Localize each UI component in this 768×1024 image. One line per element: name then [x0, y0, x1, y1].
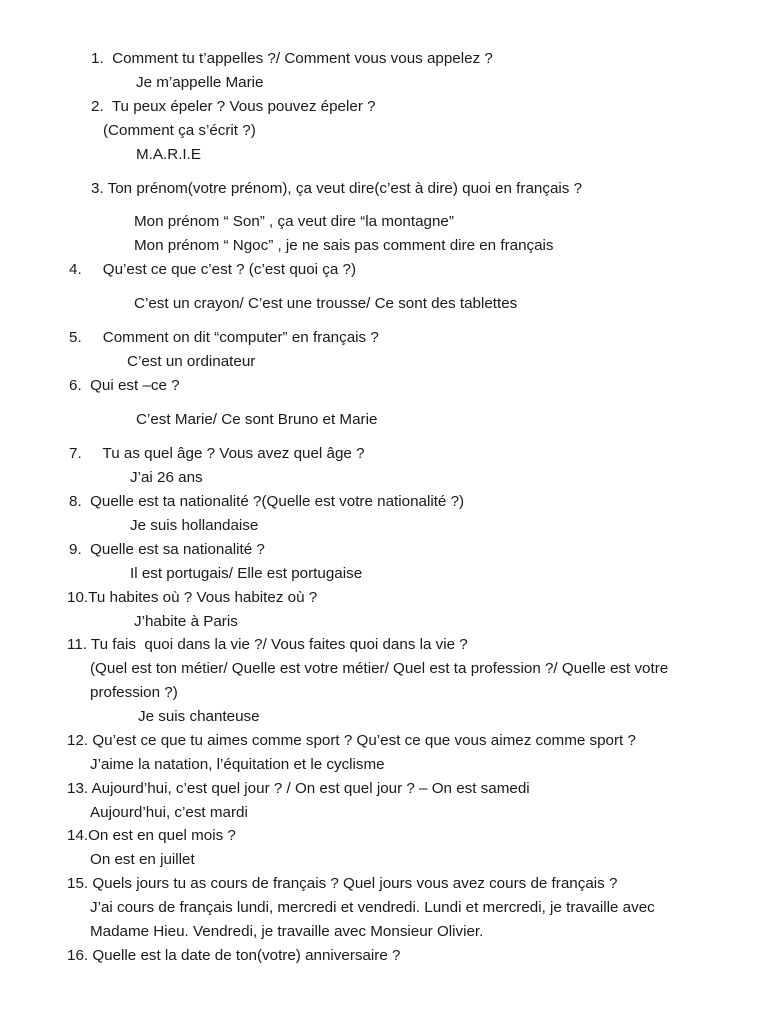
question-8: 8. Quelle est ta nationalité ?(Quelle est votre nationalité ?) [69, 493, 465, 510]
question-6: 6. Qui est –ce ? [69, 377, 180, 394]
answer-4: C’est un crayon/ C’est une trousse/ Ce sont des tablettes [134, 295, 518, 312]
question-3: 3. Ton prénom(votre prénom), ça veut dire(c’est à dire) quoi en français ? [91, 180, 583, 197]
question-9: 9. Quelle est sa nationalité ? [69, 541, 265, 558]
answer-1: Je m’appelle Marie [136, 74, 264, 91]
answer-13: Aujourd’hui, c’est mardi [90, 804, 248, 821]
question-13: 13. Aujourd’hui, c’est quel jour ? / On est quel jour ? – On est samedi [67, 780, 530, 797]
question-11: 11. Tu fais quoi dans la vie ?/ Vous faites quoi dans la vie ? [67, 636, 468, 653]
question-2-alt: (Comment ça s’écrit ?) [103, 122, 256, 139]
answer-7: J’ai 26 ans [130, 469, 203, 486]
answer-6: C’est Marie/ Ce sont Bruno et Marie [136, 411, 378, 428]
question-11-alt-b: profession ?) [90, 684, 178, 701]
question-10: 10.Tu habites où ? Vous habitez où ? [67, 589, 318, 606]
question-4: 4. Qu’est ce que c’est ? (c’est quoi ça ?) [69, 261, 357, 278]
answer-14: On est en juillet [90, 851, 195, 868]
question-12: 12. Qu’est ce que tu aimes comme sport ? Qu’est ce que vous aimez comme sport ? [67, 732, 636, 749]
answer-3a: Mon prénom “ Son” , ça veut dire “la montagne” [134, 213, 454, 230]
answer-15a: J’ai cours de français lundi, mercredi et vendredi. Lundi et mercredi, je travaille avec [90, 899, 655, 916]
question-1: 1. Comment tu t’appelles ?/ Comment vous vous appelez ? [91, 50, 493, 67]
answer-8: Je suis hollandaise [130, 517, 259, 534]
answer-10: J’habite à Paris [134, 613, 238, 630]
question-5: 5. Comment on dit “computer” en français ? [69, 329, 379, 346]
answer-2: M.A.R.I.E [136, 146, 201, 163]
answer-15b: Madame Hieu. Vendredi, je travaille avec Monsieur Olivier. [90, 923, 484, 940]
question-7: 7. Tu as quel âge ? Vous avez quel âge ? [69, 445, 365, 462]
answer-12: J’aime la natation, l’équitation et le cyclisme [90, 756, 385, 773]
question-14: 14.On est en quel mois ? [67, 827, 236, 844]
answer-3b: Mon prénom “ Ngoc” , je ne sais pas comment dire en français [134, 237, 554, 254]
answer-11: Je suis chanteuse [138, 708, 260, 725]
question-16: 16. Quelle est la date de ton(votre) anniversaire ? [67, 947, 401, 964]
question-2: 2. Tu peux épeler ? Vous pouvez épeler ? [91, 98, 376, 115]
question-11-alt-a: (Quel est ton métier/ Quelle est votre métier/ Quel est ta profession ?/ Quelle est votre [90, 660, 669, 677]
answer-5: C’est un ordinateur [127, 353, 256, 370]
answer-9: Il est portugais/ Elle est portugaise [130, 565, 363, 582]
question-15: 15. Quels jours tu as cours de français ? Quel jours vous avez cours de français ? [67, 875, 618, 892]
